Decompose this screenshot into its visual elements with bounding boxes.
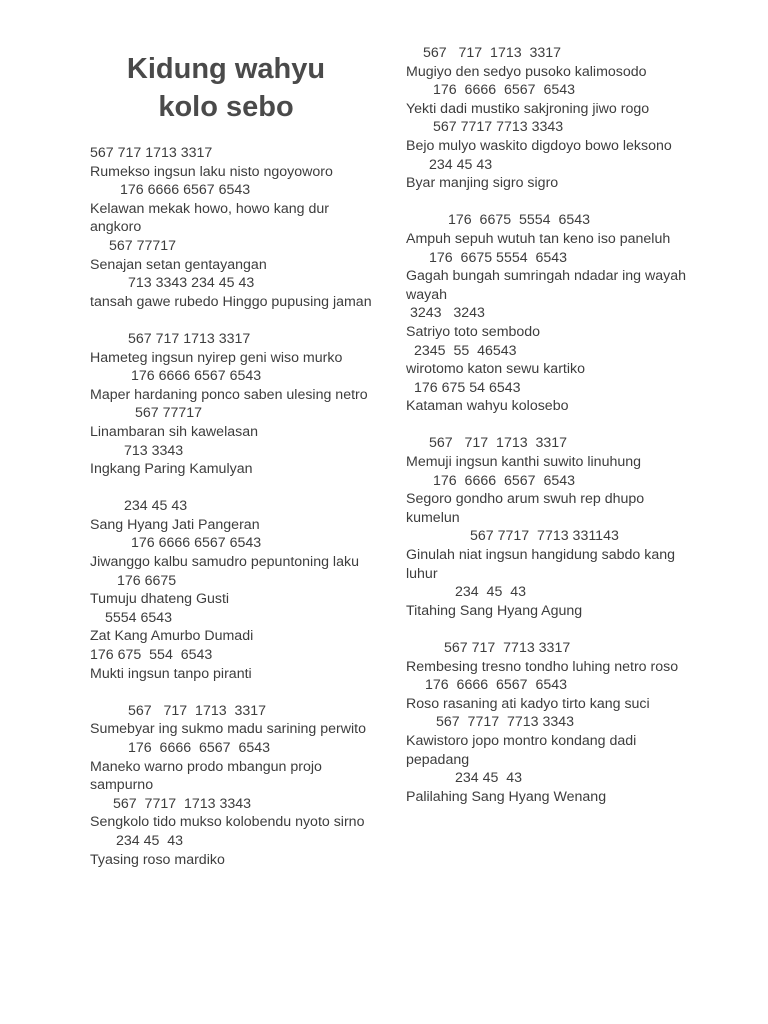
- right-column: [406, 44, 688, 806]
- lyric-line: Maneko warno prodo mbangun projo sampurno: [90, 758, 322, 794]
- title-line-1: Kidung wahyu: [126, 53, 326, 85]
- notation-line: 567 717 1713 3317: [128, 702, 267, 719]
- title-line-2: kolo sebo: [158, 91, 294, 123]
- left-column: [90, 144, 372, 869]
- notation-line: 567 717 1713 3317: [90, 145, 213, 161]
- notation-line: 176 6666 6567 6543: [131, 368, 262, 385]
- lyric-line: Ingkang Paring Kamulyan: [90, 461, 253, 478]
- lyric-line: Kawistoro jopo montro kondang dadi pepadang: [406, 732, 637, 768]
- stanza-gap: [406, 193, 688, 212]
- notation-line: 567 77717: [109, 237, 177, 254]
- notation-line: 567 717 1713 3317: [429, 435, 568, 452]
- lyric-line: Rumekso ingsun laku nisto ngoyoworo: [90, 163, 333, 180]
- lyric-line: Palilahing Sang Hyang Wenang: [406, 788, 607, 805]
- notation-line: 176 6666 6567 6543: [433, 472, 576, 489]
- notation-line: 3243 3243: [410, 305, 485, 322]
- lyric-line: tansah gawe rubedo Hinggo pupusing jaman: [90, 293, 372, 310]
- lyric-line: Memuji ingsun kanthi suwito linuhung: [406, 454, 642, 471]
- lyric-line: Ginulah niat ingsun hangidung sabdo kang luhur: [406, 547, 675, 582]
- notation-line: 234 45 43: [455, 770, 523, 787]
- notation-line: 567 77717: [135, 405, 203, 422]
- lyric-line: Kataman wahyu kolosebo: [406, 398, 569, 415]
- lyric-line: Satriyo toto sembodo: [406, 323, 541, 340]
- notation-line: 176 6666 6567 6543: [131, 535, 262, 552]
- notation-line: 5554 6543: [105, 609, 173, 626]
- lyric-line: Segoro gondho arum swuh rep dhupo kumelun: [406, 491, 645, 526]
- notation-line: 713 3343: [124, 442, 184, 459]
- stanza-gap: [90, 479, 372, 498]
- lyric-line: Jiwanggo kalbu samudro pepuntoning laku: [90, 554, 359, 571]
- lyric-line: wirotomo katon sewu kartiko: [406, 361, 585, 378]
- lyric-line: Tumuju dhateng Gusti: [90, 591, 230, 608]
- lyric-line: Roso rasaning ati kadyo tirto kang suci: [406, 695, 650, 712]
- notation-line: 176 6675 5554 6543: [429, 249, 568, 266]
- lyric-line: Maper hardaning ponco saben ulesing netro: [90, 386, 368, 403]
- notation-line: 567 7717 7713 3343: [433, 119, 564, 136]
- stanza-gap: [90, 311, 372, 330]
- notation-line: 567 7717 7713 3343: [436, 714, 575, 731]
- lyric-line: Mugiyo den sedyo pusoko kalimosodo: [406, 63, 647, 80]
- lyric-line: Rembesing tresno tondho luhing netro roso: [406, 658, 679, 675]
- notation-line: 176 675 54 6543: [414, 379, 521, 396]
- notation-line: 234 45 43: [455, 584, 526, 601]
- notation-line: 567 7717 7713 331143: [470, 528, 619, 545]
- lyric-line: Hameteg ingsun nyirep geni wiso murko: [90, 349, 343, 366]
- notation-line: 713 3343 234 45 43: [128, 275, 255, 292]
- notation-line: 234 45 43: [124, 498, 188, 515]
- lyric-line: Ampuh sepuh wutuh tan keno iso paneluh: [406, 230, 671, 247]
- lyric-line: Linambaran sih kawelasan: [90, 423, 258, 440]
- notation-line: 234 45 43: [429, 156, 493, 173]
- lyric-line: Tyasing roso mardiko: [90, 851, 225, 868]
- notation-line: 176 6666 6567 6543: [433, 82, 576, 99]
- lyric-line: Senajan setan gentayangan: [90, 256, 267, 273]
- stanza-gap: [90, 683, 372, 702]
- page-title: [90, 50, 362, 126]
- notation-line: 567 7717 1713 3343: [113, 795, 252, 812]
- stanza-gap: [406, 620, 688, 639]
- notation-line: 2345 55 46543: [414, 342, 517, 359]
- lyric-line: Bejo mulyo waskito digdoyo bowo leksono: [406, 137, 672, 154]
- notation-line: 176 6666 6567 6543: [425, 677, 568, 694]
- lyric-line: Sengkolo tido mukso kolobendu nyoto sirno: [90, 814, 365, 831]
- notation-line: 176 6675 5554 6543: [448, 212, 591, 229]
- stanza-gap: [406, 416, 688, 435]
- lyric-line: Titahing Sang Hyang Agung: [406, 602, 583, 619]
- lyric-line: Byar manjing sigro sigro: [406, 175, 559, 192]
- notation-line: 176 6666 6567 6543: [120, 182, 251, 199]
- lyric-line: Kelawan mekak howo, howo kang dur angkoro: [90, 200, 329, 236]
- lyric-line: Sumebyar ing sukmo madu sarining perwito: [90, 721, 366, 738]
- notation-line: 234 45 43: [116, 832, 184, 849]
- lyric-line: Sang Hyang Jati Pangeran: [90, 516, 260, 533]
- lyric-line: Zat Kang Amurbo Dumadi: [90, 628, 254, 645]
- notation-line: 176 6675: [117, 572, 177, 589]
- lyric-line: Mukti ingsun tanpo piranti: [90, 665, 252, 682]
- notation-line: 567 717 1713 3317: [423, 45, 562, 61]
- notation-line: 567 717 7713 3317: [444, 640, 571, 656]
- lyric-line: Yekti dadi mustiko sakjroning jiwo rogo: [406, 100, 650, 117]
- notation-line: 176 675 554 6543: [90, 647, 213, 664]
- notation-line: 567 717 1713 3317: [128, 330, 251, 347]
- lyric-line: Gagah bungah sumringah ndadar ing wayah wayah: [406, 268, 687, 303]
- notation-line: 176 6666 6567 6543: [128, 740, 271, 756]
